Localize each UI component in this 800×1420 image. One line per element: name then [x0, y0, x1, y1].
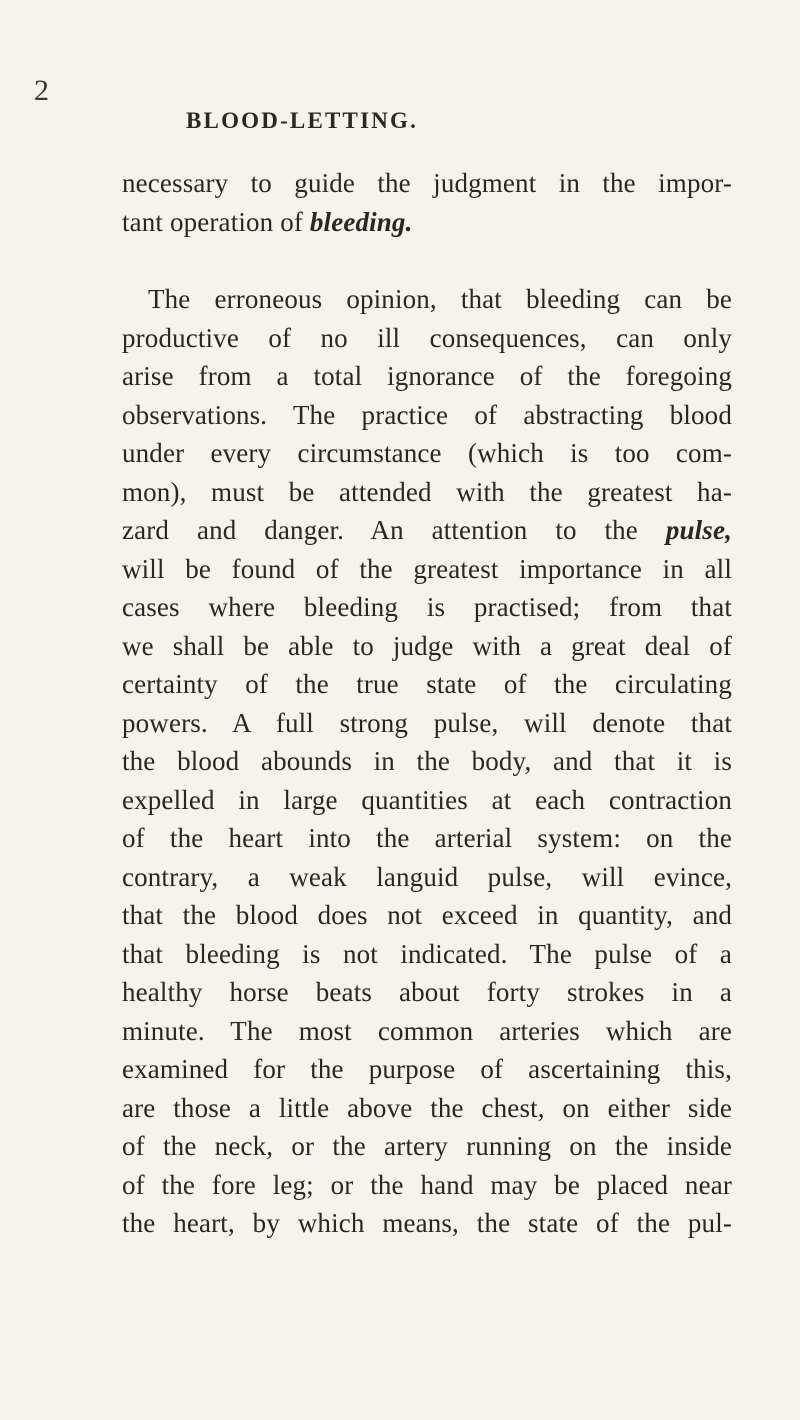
text-line	[122, 511, 732, 550]
text-line: under every circumstance (which is too com-	[122, 438, 732, 468]
text-line: arise from a total ignorance of the foregoing	[122, 361, 732, 391]
text-line: the blood abounds in the body, and that it is	[122, 746, 732, 776]
paragraph-main	[122, 280, 732, 1243]
page-number: 2	[34, 74, 49, 107]
text-line: minute. The most common arteries which are	[122, 1015, 732, 1046]
text-line: are those a little above the chest, on either side	[122, 1092, 732, 1123]
text-line: necessary to guide the judgment in the impor-	[122, 168, 732, 198]
text-line: certainty of the true state of the circulating	[122, 669, 732, 699]
text-run: tant operation of	[122, 206, 310, 237]
text-line: expelled in large quantities at each contraction	[122, 784, 732, 815]
text-run: zard and danger. An attention to the	[122, 515, 666, 545]
text-line: of the neck, or the artery running on the inside	[122, 1131, 732, 1161]
text-line: examined for the purpose of ascertaining this,	[122, 1054, 732, 1084]
text-line: we shall be able to judge with a great deal of	[122, 630, 732, 661]
text-line: powers. A full strong pulse, will denote that	[122, 707, 732, 738]
text-line: productive of no ill consequences, can only	[122, 322, 732, 353]
text-line: cases where bleeding is practised; from that	[122, 592, 732, 622]
text-line: contrary, a weak languid pulse, will evince,	[122, 861, 732, 892]
text-line: that bleeding is not indicated. The pulse of a	[122, 938, 732, 969]
text-line: mon), must be attended with the greatest ha-	[122, 476, 732, 507]
text-line	[122, 203, 732, 242]
text-line: The erroneous opinion, that bleeding can be	[148, 284, 732, 314]
text-line: healthy horse beats about forty strokes in a	[122, 977, 732, 1007]
text-line: of the heart into the arterial system: on the	[122, 823, 732, 853]
italic-term-bleeding: bleeding.	[309, 206, 413, 237]
text-line: will be found of the greatest importance in all	[122, 553, 732, 584]
paragraph-continuation	[122, 164, 732, 241]
text-line: of the fore leg; or the hand may be placed near	[122, 1169, 732, 1200]
text-line: the heart, by which means, the state of the pul-	[122, 1208, 732, 1238]
running-head: BLOOD-LETTING.	[186, 108, 419, 133]
italic-term-pulse: pulse,	[665, 515, 732, 545]
text-line: observations. The practice of abstracting blood	[122, 399, 732, 430]
text-line: that the blood does not exceed in quantity, and	[122, 900, 732, 930]
